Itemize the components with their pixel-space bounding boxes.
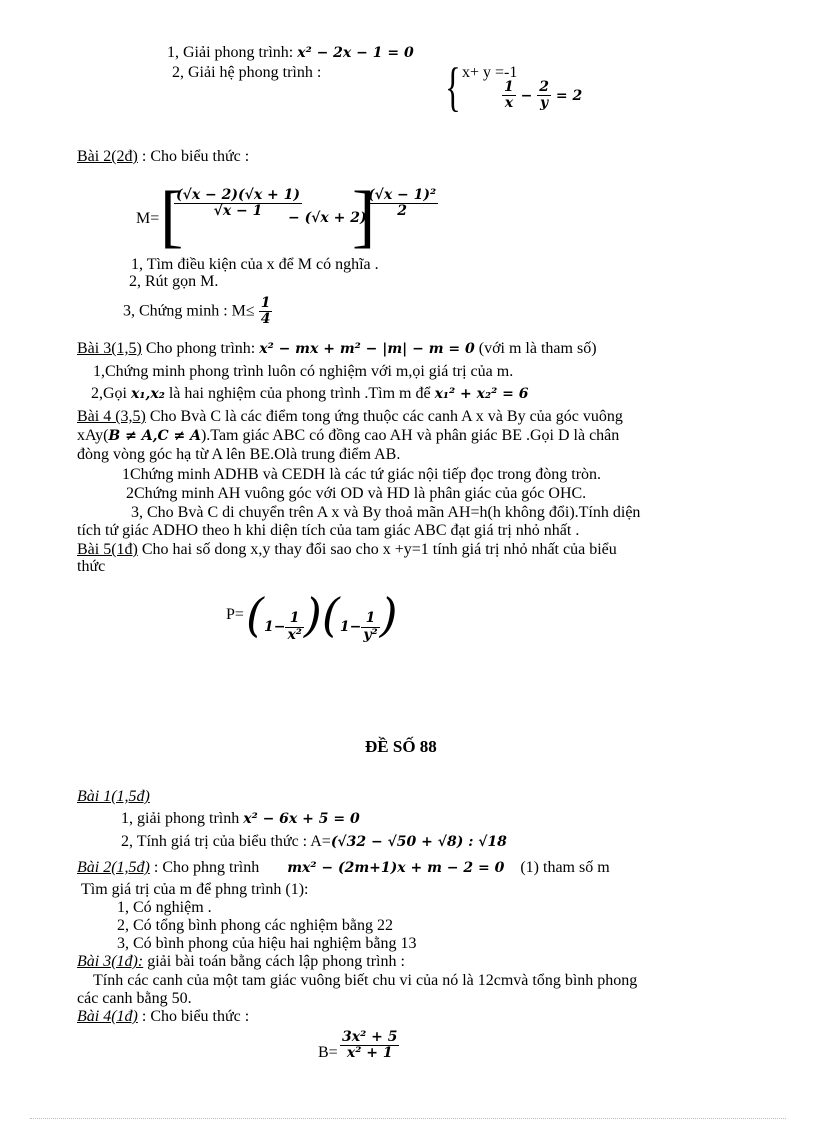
system-brace: { [445,57,461,117]
ex87-bai4-line1: Bài 4 (3,5) Cho Bvà C là các điểm tong ứng thuộc các canh A x và By của góc vuông [77,408,623,425]
ex88-b2-q3: 3, Có bình phong của hiệu hai nghiệm bằng 13 [117,935,417,952]
P-expression: (1− $\frac{1}{\text{x²}}$ )(1− $\frac{1}{\text{y²}}$ ) [246,588,398,643]
ex87-bai4-line2: xAy(B ≠ A,C ≠ A).Tam giác ABC có đồng cao AH và phân giác BE .Gọi D là chân [77,427,620,444]
bracket-right: ] [352,178,376,255]
ex88-b3-line3: các canh bằng 50. [77,990,192,1007]
ex87-bai4-line3: đòng vòng góc hạ từ A lên BE.Olà trung điểm AB. [77,446,401,463]
ex88-bai3-heading: Bài 3(1đ): giải bài toán bằng cách lập phong trình : [77,953,405,970]
M-fraction-2: $\frac{\text{(√x − 1)²}}{2}$ [368,187,437,220]
ex87-bai5-line1: Bài 5(1đ) Cho hai số dong x,y thay đổi sao cho x +y=1 tính giá trị nhỏ nhất của biểu [77,541,617,558]
ex87-bai3-heading: Bài 3(1,5) Cho phong trình: x² − mx + m² − |m| − m = 0 (với m là tham số) [77,340,597,357]
ex87-bai5-line2: thức [77,558,106,575]
ex87-b2-q3: 3, Chứng minh : M≤ $\frac{1}{4}$ [123,295,271,328]
ex87-b1-q2: 2, Giải hệ phong trình : [172,64,322,81]
ex88-bai4-heading: Bài 4(1đ) : Cho biểu thức : [77,1008,250,1025]
ex87-M-label: M= [136,210,160,227]
system-line-2: $\frac{1}{x}$ − $\frac{2}{y}$ = 2 [504,79,583,112]
ex87-b3-q1: 1,Chứng minh phong trình luôn có nghiệm với m,ọi giá trị của m. [93,363,514,380]
ex87-bai4-q1: 1Chứng minh ADHB và CEDH là các tứ giác nội tiếp đọc trong đòng tròn. [122,466,602,483]
ex87-bai2-heading: Bài 2(2đ) : Cho biểu thức : [77,148,250,165]
ex87-b2-q2: 2, Rút gọn M. [129,273,219,290]
ex88-b1-q2: 2, Tính giá trị của biểu thức : A=(√32 − √50 + √8) : √18 [121,833,507,850]
ex88-bai1-heading: Bài 1(1,5đ) [77,788,150,805]
page-bottom-rule [30,1118,786,1119]
ex87-bai4-q3-line2: tích tứ giác ADHO theo h khi diện tích của tam giác ABC đạt giá trị nhỏ nhất . [77,522,580,539]
ex88-b2-q2: 2, Có tổng bình phong các nghiệm bằng 22 [117,917,393,934]
B-label: B= [318,1044,338,1061]
B-fraction: $\frac{\text{3x² + 5}}{\text{x² + 1}}$ [342,1029,398,1062]
ex88-b1-q2-expression: (√32 − √50 + √8) : √18 [330,834,507,850]
ex87-b1-q1: 1, Giải phong trình: x² − 2x − 1 = 0 [167,44,414,61]
bai3-equation: x² − mx + m² − |m| − m = 0 [259,341,475,357]
ex87-b3-q2: 2,Gọi x₁,x₂ là hai nghiệm của phong trình .Tìm m để x₁² + x₂² = 6 [91,385,529,402]
ex88-bai2-equation: mx² − (2m+1)x + m − 2 = 0 [287,860,505,876]
ex88-b2-line2: Tìm giá trị của m để phng trình (1): [81,881,309,898]
ex87-bai4-q3-line1: 3, Cho Bvà C di chuyển trên A x và By thoả mãn AH=h(h không đổi).Tính diện [131,504,641,521]
ex87-bai4-q2: 2Chứng minh AH vuông góc với OD và HD là phân giác của góc OHC. [126,485,587,502]
M-middle-term: − (√x + 2) [288,210,367,226]
ex87-b2-q1: 1, Tìm điều kiện của x để M có nghĩa . [131,256,379,273]
M-fraction-1: $\frac{(√x - 2)(√x + 1)}{√x - 1}$ [176,187,301,220]
system-line-1: x+ y =-1 [462,64,518,81]
ex88-b3-line2: Tính các canh của một tam giác vuông biết chu vi của nó là 12cmvà tổng bình phong [93,972,638,989]
ex87-b1-q1-equation: x² − 2x − 1 = 0 [297,45,414,61]
ex88-b2-q1: 1, Có nghiệm . [117,899,212,916]
ex88-b1-q1: 1, giải phong trình x² − 6x + 5 = 0 [121,810,360,827]
ex88-b1-q1-equation: x² − 6x + 5 = 0 [243,811,360,827]
P-label: P= [226,606,244,623]
exam-title: ĐỀ SỐ 88 [365,737,437,756]
bracket-left: [ [160,178,184,255]
ex88-bai2-heading: Bài 2(1,5đ) : Cho phng trình mx² − (2m+1)x + m − 2 = 0 (1) tham số m [77,859,610,876]
